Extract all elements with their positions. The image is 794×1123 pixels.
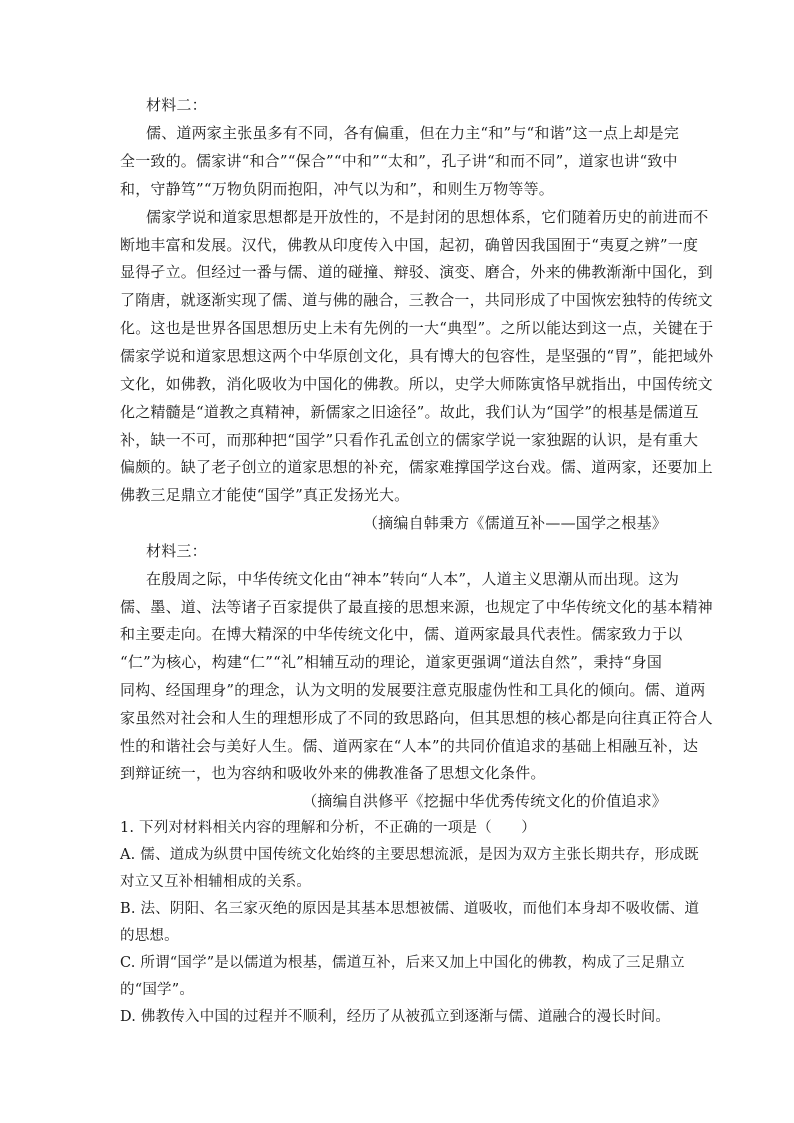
- paragraph-line: 儒、道两家主张虽多有不同，各有偏重，但在力主“和”与“和谐”这一点上却是完: [146, 124, 680, 142]
- paragraph-line: 和，守静笃”“万物负阴而抱阳，冲气以为和”，和则生万物等等。: [120, 180, 555, 198]
- paragraph-line: 断地丰富和发展。汉代，佛教从印度传入中国，起初，确曾因我国囿于“夷夏之辨”一度: [120, 236, 699, 254]
- paragraph-line: 化。这也是世界各国思想历史上未有先例的一大“典型”。之所以能达到这一点，关键在于: [120, 319, 714, 337]
- paragraph-line: 家虽然对社会和人生的理想形成了不同的致思路向，但其思想的核心都是向往真正符合人: [120, 709, 713, 727]
- paragraph-line: 性的和谐社会与美好人生。儒、道两家在“人本”的共同价值追求的基础上相融互补，达: [120, 737, 699, 755]
- paragraph-line: 文化，如佛教，消化吸收为中国化的佛教。所以，史学大师陈寅恪早就指出，中国传统文: [120, 375, 713, 393]
- paragraph-line: 儒家学说和道家思想这两个中华原创文化，具有博大的包容性，是坚强的“胃”，能把域外: [120, 347, 714, 365]
- paragraph-line: 了隋唐，就逐渐实现了儒、道与佛的融合，三教合一，共同形成了中国恢宏独特的传统文: [120, 291, 713, 309]
- paragraph-line: 佛教三足鼎立才能使“国学”真正发扬光大。: [120, 486, 410, 504]
- option-a-cont: 对立又互补相辅相成的关系。: [120, 874, 312, 890]
- option-c: C. 所谓“国学”是以儒道为根基，儒道互补，后来又加上中国化的佛教，构成了三足鼎立: [120, 955, 685, 971]
- paragraph-line: 全一致的。儒家讲“和合”“保合”“中和”“太和”，孔子讲“和而不同”，道家也讲“致中: [120, 152, 678, 170]
- paragraph-line: 显得孑立。但经过一番与儒、道的碰撞、辩驳、演变、磨合，外来的佛教渐渐中国化，到: [120, 263, 713, 281]
- paragraph-line: 化之精髓是“道教之真精神，新儒家之旧途径”。故此，我们认为“国学”的根基是儒道互: [120, 403, 699, 421]
- paragraph-line: “仁”为核心，构建“仁”“礼”相辅互动的理论，道家更强调“道法自然”，秉持“身国: [120, 653, 663, 671]
- paragraph-line: 补，缺一不可，而那种把“国学”只看作孔孟创立的儒家学说一家独踞的认识，是有重大: [120, 431, 699, 449]
- paragraph-line: 同构、经国理身”的理念，认为文明的发展要注意克服虚伪性和工具化的倾向。儒、道两: [120, 681, 706, 699]
- option-a: A. 儒、道成为纵贯中国传统文化始终的主要思想流派，是因为双方主张长期共存，形成既: [120, 847, 699, 863]
- material-three-heading: 材料三：: [146, 542, 207, 560]
- paragraph-line: 偏颇的。缺了老子创立的道家思想的补充，儒家难撑国学这台戏。儒、道两家，还要加上: [120, 458, 713, 476]
- paragraph-line: 和主要走向。在博大精深的中华传统文化中，儒、道两家最具代表性。儒家致力于以: [120, 625, 683, 643]
- paragraph-line: 在殷周之际，中华传统文化由“神本”转向“人本”，人道主义思潮从而出现。这为: [146, 570, 680, 588]
- option-d: D. 佛教传入中国的过程并不顺利，经历了从被孤立到逐渐与儒、道融合的漫长时间。: [120, 1009, 671, 1025]
- paragraph-line: 儒、墨、道、法等诸子百家提供了最直接的思想来源，也规定了中华传统文化的基本精神: [120, 598, 713, 616]
- paragraph-line: 儒家学说和道家思想都是开放性的，不是封闭的思想体系，它们随着历史的前进而不: [146, 208, 709, 226]
- question-stem: 1. 下列对材料相关内容的理解和分析，不正确的一项是（ ）: [120, 820, 536, 836]
- option-b-cont: 的思想。: [120, 928, 179, 944]
- source-citation: （摘编自韩秉方《儒道互补——国学之根基》: [362, 514, 667, 532]
- option-c-cont: 的“国学”。: [120, 982, 195, 998]
- paragraph-line: 到辩证统一，也为容纳和吸收外来的佛教准备了思想文化条件。: [120, 764, 546, 782]
- option-b: B. 法、阴阳、名三家灭绝的原因是其基本思想被儒、道吸收，而他们本身却不吸收儒、道: [120, 901, 700, 917]
- material-two-heading: 材料二：: [146, 96, 207, 114]
- source-citation: （摘编自洪修平《挖掘中华优秀传统文化的价值追求》: [302, 792, 667, 810]
